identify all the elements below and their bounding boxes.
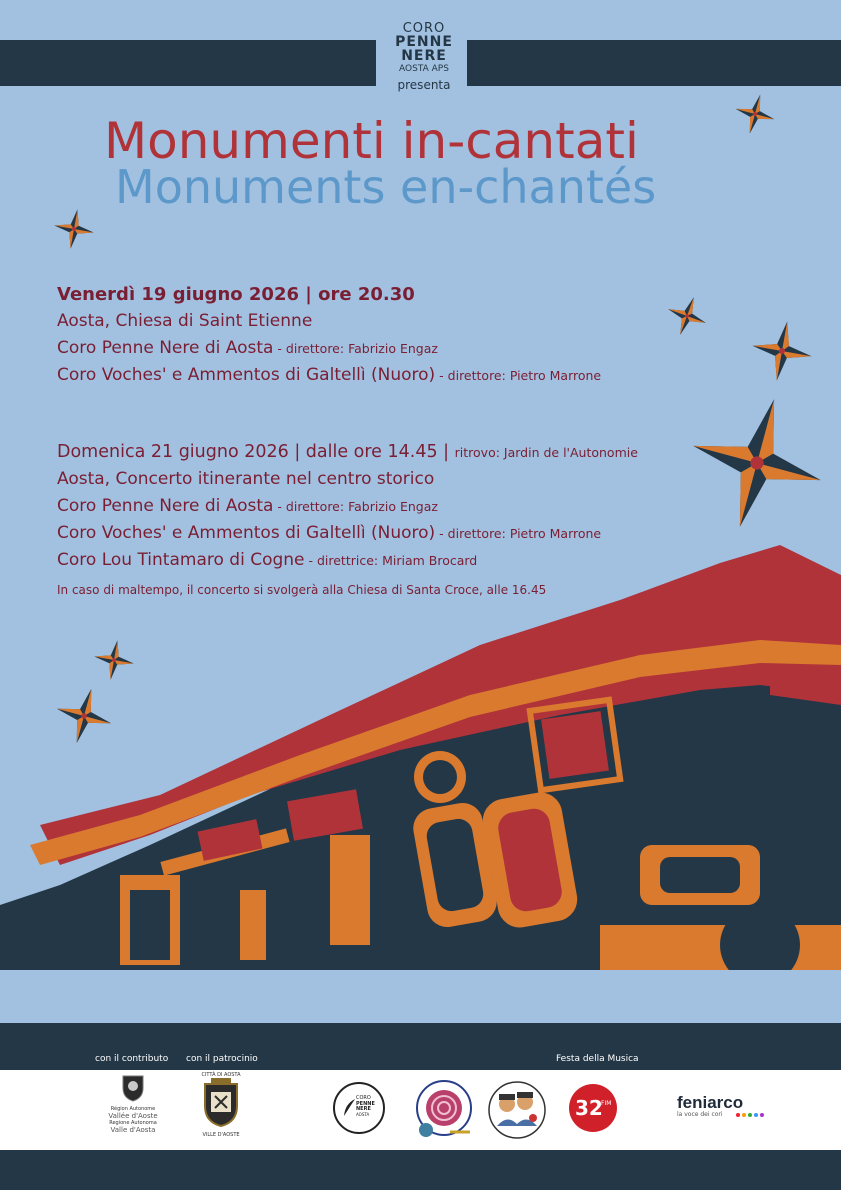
coro-logo-line4: AOSTA: [356, 1111, 370, 1117]
star-icon: [51, 206, 97, 252]
star-icon: [661, 290, 712, 341]
coro-logo-line3: NERE: [356, 1106, 371, 1112]
feniarco-name: feniarco: [677, 1093, 744, 1112]
fim-32-logo: [569, 1084, 617, 1132]
event1-place: Aosta, Chiesa di Saint Etienne: [57, 311, 313, 331]
feniarco-logo: [677, 1093, 777, 1118]
monument-illustration: [0, 545, 841, 975]
region-line3: Regione Autonoma: [109, 1120, 157, 1126]
event1-choir2: Coro Voches' e Ammentos di Galtellì (Nuoro) - direttore: Pietro Marrone: [57, 365, 602, 385]
event2-date: Domenica 21 giugno 2026 | dalle ore 14.45 | ritrovo: Jardin de l'Autonomie: [57, 442, 638, 462]
event2-choir2: Coro Voches' e Ammentos di Galtellì (Nuoro) - direttore: Pietro Marrone: [57, 523, 602, 543]
star-icon: [676, 382, 838, 544]
star-icon: [731, 90, 780, 139]
city-crest-icon: [201, 1078, 241, 1128]
event1-choir1: Coro Penne Nere di Aosta - direttore: Fabrizio Engaz: [57, 338, 438, 358]
region-logo: [100, 1074, 166, 1144]
presenta-text: presenta: [397, 78, 451, 92]
event2-choir1: Coro Penne Nere di Aosta - direttore: Fabrizio Engaz: [57, 496, 438, 516]
city-bottom-text: VILLE D'AOSTE: [202, 1132, 240, 1138]
event2-choir3: Coro Lou Tintamaro di Cogne - direttrice: Miriam Brocard: [57, 550, 478, 570]
header-logo-line1: CORO: [402, 21, 446, 36]
event1-date: Venerdì 19 giugno 2026 | ore 20.30: [57, 284, 415, 305]
header-logo-line3: NERE: [401, 48, 447, 64]
event2-place: Aosta, Concerto itinerante nel centro storico: [57, 469, 435, 489]
city-top-text: CITTÀ DI AOSTA: [201, 1072, 241, 1078]
fim-number: 32: [575, 1096, 603, 1120]
contrib-label: con il contributo: [95, 1054, 169, 1064]
title-french: Monuments en-chantés: [115, 160, 657, 214]
feather-icon: [341, 1098, 357, 1118]
header-logo-line2: PENNE: [395, 34, 453, 50]
feniarco-tagline: la voce dei cori: [677, 1111, 723, 1118]
coro-logo: [333, 1082, 385, 1134]
feniarco-dots-icon: [735, 1112, 765, 1118]
coro-logo-line2: PENNE: [356, 1100, 375, 1107]
header-logo-line4: AOSTA APS: [399, 64, 449, 74]
region-shield-icon: [121, 1074, 145, 1102]
region-line2: Vallée d'Aoste: [108, 1112, 158, 1120]
city-logo: [193, 1072, 249, 1144]
star-icon: [747, 316, 817, 386]
coro-logo-line1: CORO: [356, 1095, 371, 1101]
voches-choir-logo: [410, 1078, 478, 1142]
cogne-choir-logo: [487, 1080, 547, 1140]
region-line1: Région Autonome: [110, 1106, 156, 1112]
title-italian: Monumenti in-cantati: [104, 112, 639, 170]
region-line4: Valle d'Aosta: [110, 1126, 156, 1134]
patron-label: con il patrocinio: [186, 1054, 258, 1064]
event2-weather-note: In caso di maltempo, il concerto si svolgerà alla Chiesa di Santa Croce, alle 16.45: [57, 583, 547, 597]
festa-label: Festa della Musica: [556, 1054, 639, 1064]
fim-label: FIM: [601, 1100, 612, 1107]
